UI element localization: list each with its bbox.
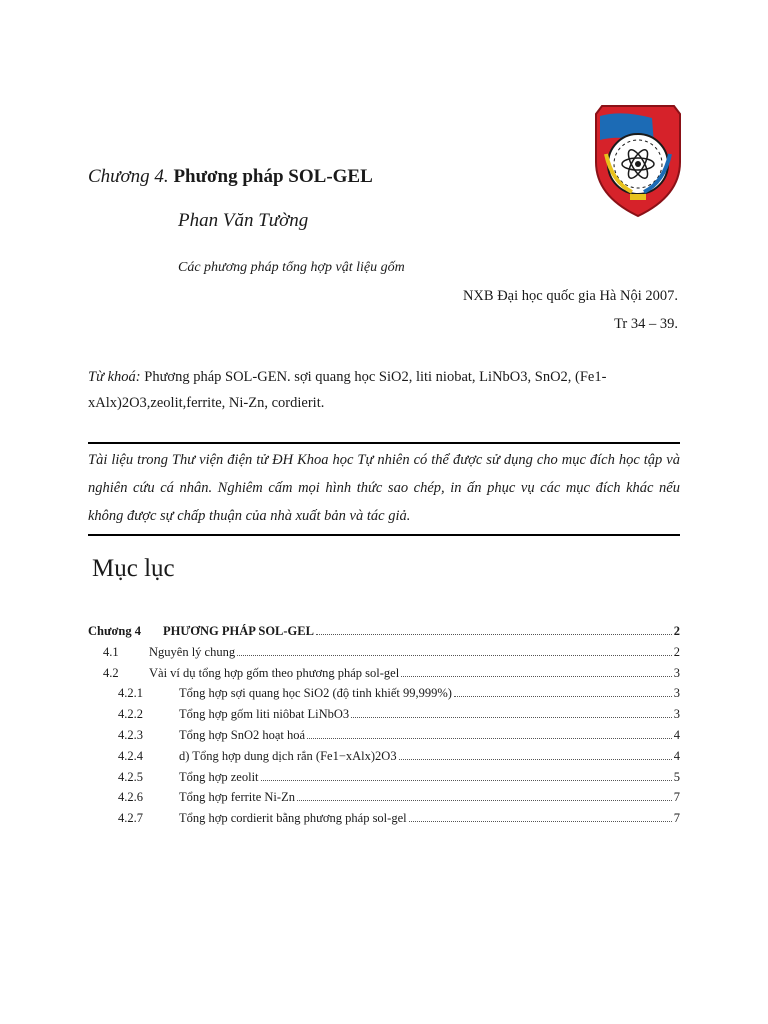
chapter-title: [88, 166, 373, 188]
toc-entry[interactable]: [88, 749, 680, 770]
toc-page: 7: [673, 811, 680, 826]
toc-page: 7: [673, 790, 680, 805]
toc-leader: [237, 654, 672, 656]
toc-title: Tổng hợp SnO2 hoạt hoá: [179, 727, 306, 742]
toc-entry[interactable]: [88, 728, 680, 749]
toc-title: Nguyên lý chung: [149, 644, 236, 659]
toc-leader: [401, 675, 672, 677]
toc-number: 4.2.2: [118, 707, 143, 722]
toc-leader: [454, 695, 672, 697]
toc-entry[interactable]: [88, 790, 680, 811]
toc-title: Tổng hợp gốm liti niôbat LiNbO3: [179, 707, 350, 722]
toc-title: Tổng hợp ferrite Ni-Zn: [179, 790, 295, 805]
table-of-contents: [88, 624, 680, 832]
toc-page: 4: [673, 748, 680, 763]
toc-leader: [399, 758, 672, 760]
university-logo: [592, 104, 684, 218]
toc-page: 2: [673, 624, 680, 638]
chapter-name: Phương pháp SOL-GEL: [173, 166, 373, 187]
toc-leader: [307, 737, 672, 739]
toc-title: Tổng hợp cordierit bằng phương pháp sol-gel: [179, 811, 407, 826]
toc-entry[interactable]: [88, 686, 680, 707]
toc-entry[interactable]: [88, 707, 680, 728]
toc-title: d) Tổng hợp dung dịch rắn (Fe1−xAlx)2O3: [179, 748, 397, 763]
toc-number: 4.2.5: [118, 769, 143, 784]
toc-page: 5: [673, 769, 680, 784]
toc-leader: [316, 633, 672, 635]
toc-page: 3: [673, 686, 680, 701]
toc-page: 3: [673, 665, 680, 680]
chapter-prefix: Chương 4.: [88, 166, 169, 187]
toc-leader: [297, 799, 672, 801]
author-name: Phan Văn Tường: [178, 210, 309, 231]
keywords-label: Từ khoá:: [88, 369, 141, 385]
toc-page: 3: [673, 707, 680, 722]
toc-title: Vài ví dụ tổng hợp gốm theo phương pháp sol-gel: [149, 665, 400, 680]
toc-number: 4.2: [103, 665, 119, 680]
toc-number: 4.2.3: [118, 727, 143, 742]
toc-entry[interactable]: [88, 624, 680, 645]
toc-number: 4.2.6: [118, 790, 143, 805]
toc-number: 4.2.4: [118, 748, 143, 763]
toc-entry[interactable]: [88, 666, 680, 687]
publisher-info: NXB Đại học quốc gia Hà Nội 2007.: [462, 288, 678, 304]
book-title: Các phương pháp tổng hợp vật liệu gốm: [178, 260, 405, 275]
toc-number: 4.2.1: [118, 686, 143, 701]
toc-title: Tổng hợp sợi quang học SiO2 (độ tinh khiết 99,999%): [179, 686, 452, 701]
toc-number: Chương 4: [88, 624, 141, 638]
toc-number: 4.1: [103, 644, 119, 659]
page-range: Tr 34 – 39.: [614, 316, 678, 332]
toc-page: 2: [673, 644, 680, 659]
keywords-text: Phương pháp SOL-GEN. sợi quang học SiO2, liti niobat, LiNbO3, SnO2, (Fe1-xAlx)2O3,zeolit,ferrite, Ni-Zn, cordierit.: [88, 369, 607, 411]
toc-leader: [261, 779, 672, 781]
toc-leader: [351, 716, 672, 718]
toc-page: 4: [673, 727, 680, 742]
toc-entry[interactable]: [88, 645, 680, 666]
toc-entry[interactable]: [88, 811, 680, 832]
toc-title: PHƯƠNG PHÁP SOL-GEL: [163, 624, 314, 638]
toc-leader: [409, 820, 672, 822]
toc-heading: Mục lục: [92, 555, 175, 582]
keywords-paragraph: [88, 364, 678, 416]
toc-entry[interactable]: [88, 770, 680, 791]
copyright-notice: Tài liệu trong Thư viện điện tử ĐH Khoa học Tự nhiên có thể được sử dụng cho mục đích học tập và nghiên cứu cá nhân. Nghiêm cấm mọi hình thức sao chép, in ấn phục vụ các mục đích khác nếu không được sự chấp thuận của nhà xuất bản và tác giả.: [88, 442, 680, 536]
toc-number: 4.2.7: [118, 811, 143, 826]
toc-title: Tổng hợp zeolit: [179, 769, 259, 784]
